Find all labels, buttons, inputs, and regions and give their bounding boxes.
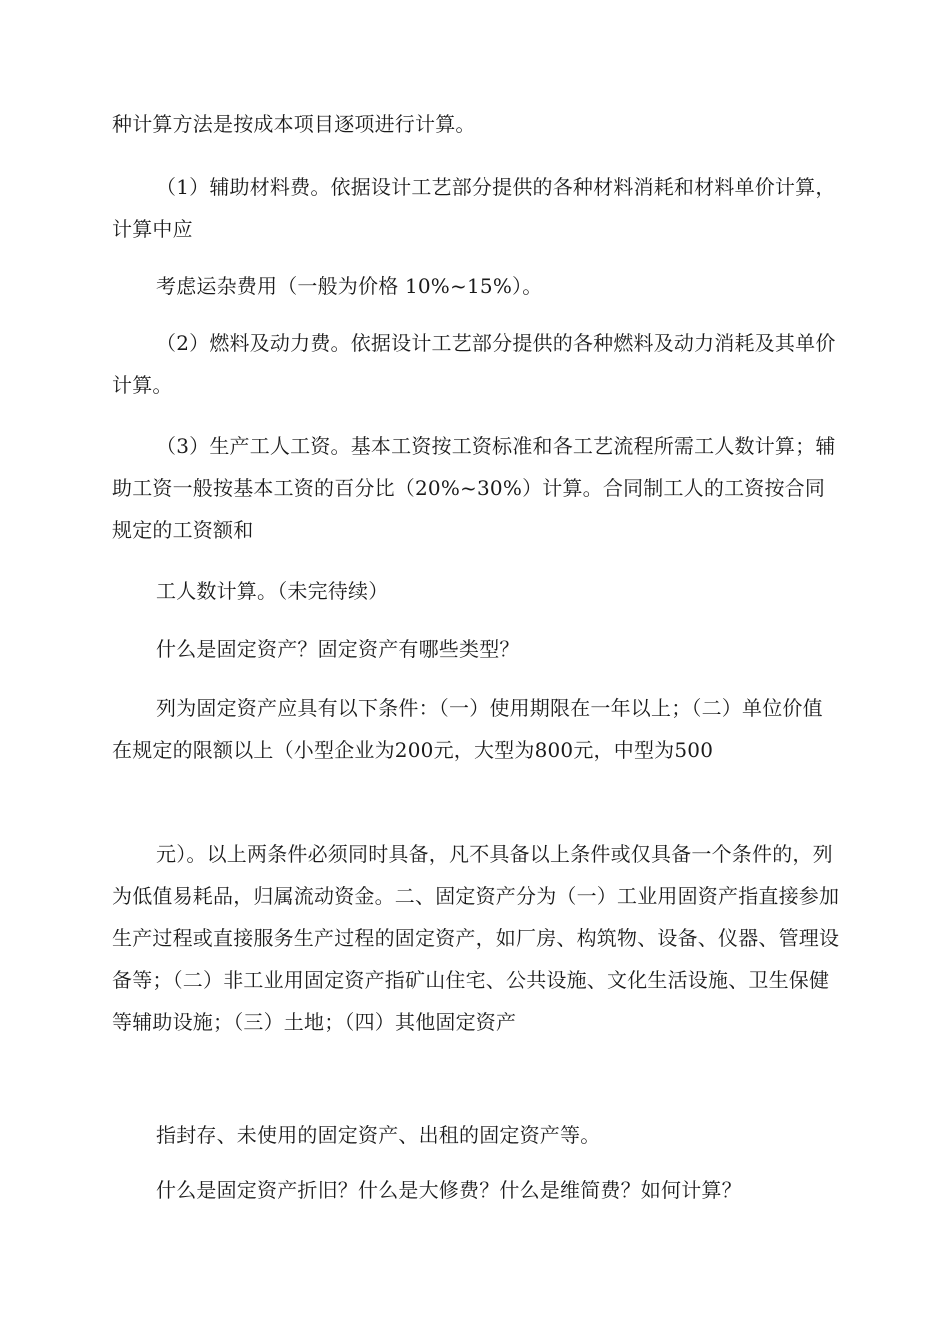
paragraph-fixed-asset-conditions: 列为固定资产应具有以下条件：（一）使用期限在一年以上；（二）单位价值在规定的限额以上（小型企业为200元，大型为800元，中型为500 (112, 696, 823, 762)
question-depreciation: 什么是固定资产折旧？什么是大修费？什么是维简费？如何计算？ (156, 1178, 742, 1202)
paragraph-worker-wage: （3）生产工人工资。基本工资按工资标准和各工艺流程所需工人数计算；辅助工资一般按基本工资的百分比（20%~30%）计算。合同制工人的工资按合同规定的工资额和 (112, 434, 836, 542)
paragraph-auxiliary-material: （1）辅助材料费。依据设计工艺部分提供的各种材料消耗和材料单价计算，计算中应 (112, 175, 836, 241)
question-fixed-assets: 什么是固定资产？固定资产有哪些类型？ (156, 637, 520, 661)
paragraph-fixed-asset-types: 元）。以上两条件必须同时具备，凡不具备以上条件或仅具备一个条件的，列为低值易耗品，归属流动资金。二、固定资产分为（一）工业用固资产指直接参加生产过程或直接服务生产过程的固定资产，如厂房、构筑物、设备、仪器、管理设备等；（二）非工业用固定资产指矿山住宅、公共设施、文化生活设施、卫生保健等辅助设施；（三）土地；（四）其他固定资产 (112, 842, 840, 1034)
paragraph-other-fixed-assets: 指封存、未使用的固定资产、出租的固定资产等。 (156, 1123, 601, 1147)
paragraph-fuel-power: （2）燃料及动力费。依据设计工艺部分提供的各种燃料及动力消耗及其单价计算。 (112, 331, 836, 397)
paragraph-method-intro: 种计算方法是按成本项目逐项进行计算。 (112, 112, 476, 136)
paragraph-transport-cost: 考虑运杂费用（一般为价格 10%~15%）。 (156, 274, 543, 298)
paragraph-worker-count: 工人数计算。（未完待续） (156, 579, 389, 603)
